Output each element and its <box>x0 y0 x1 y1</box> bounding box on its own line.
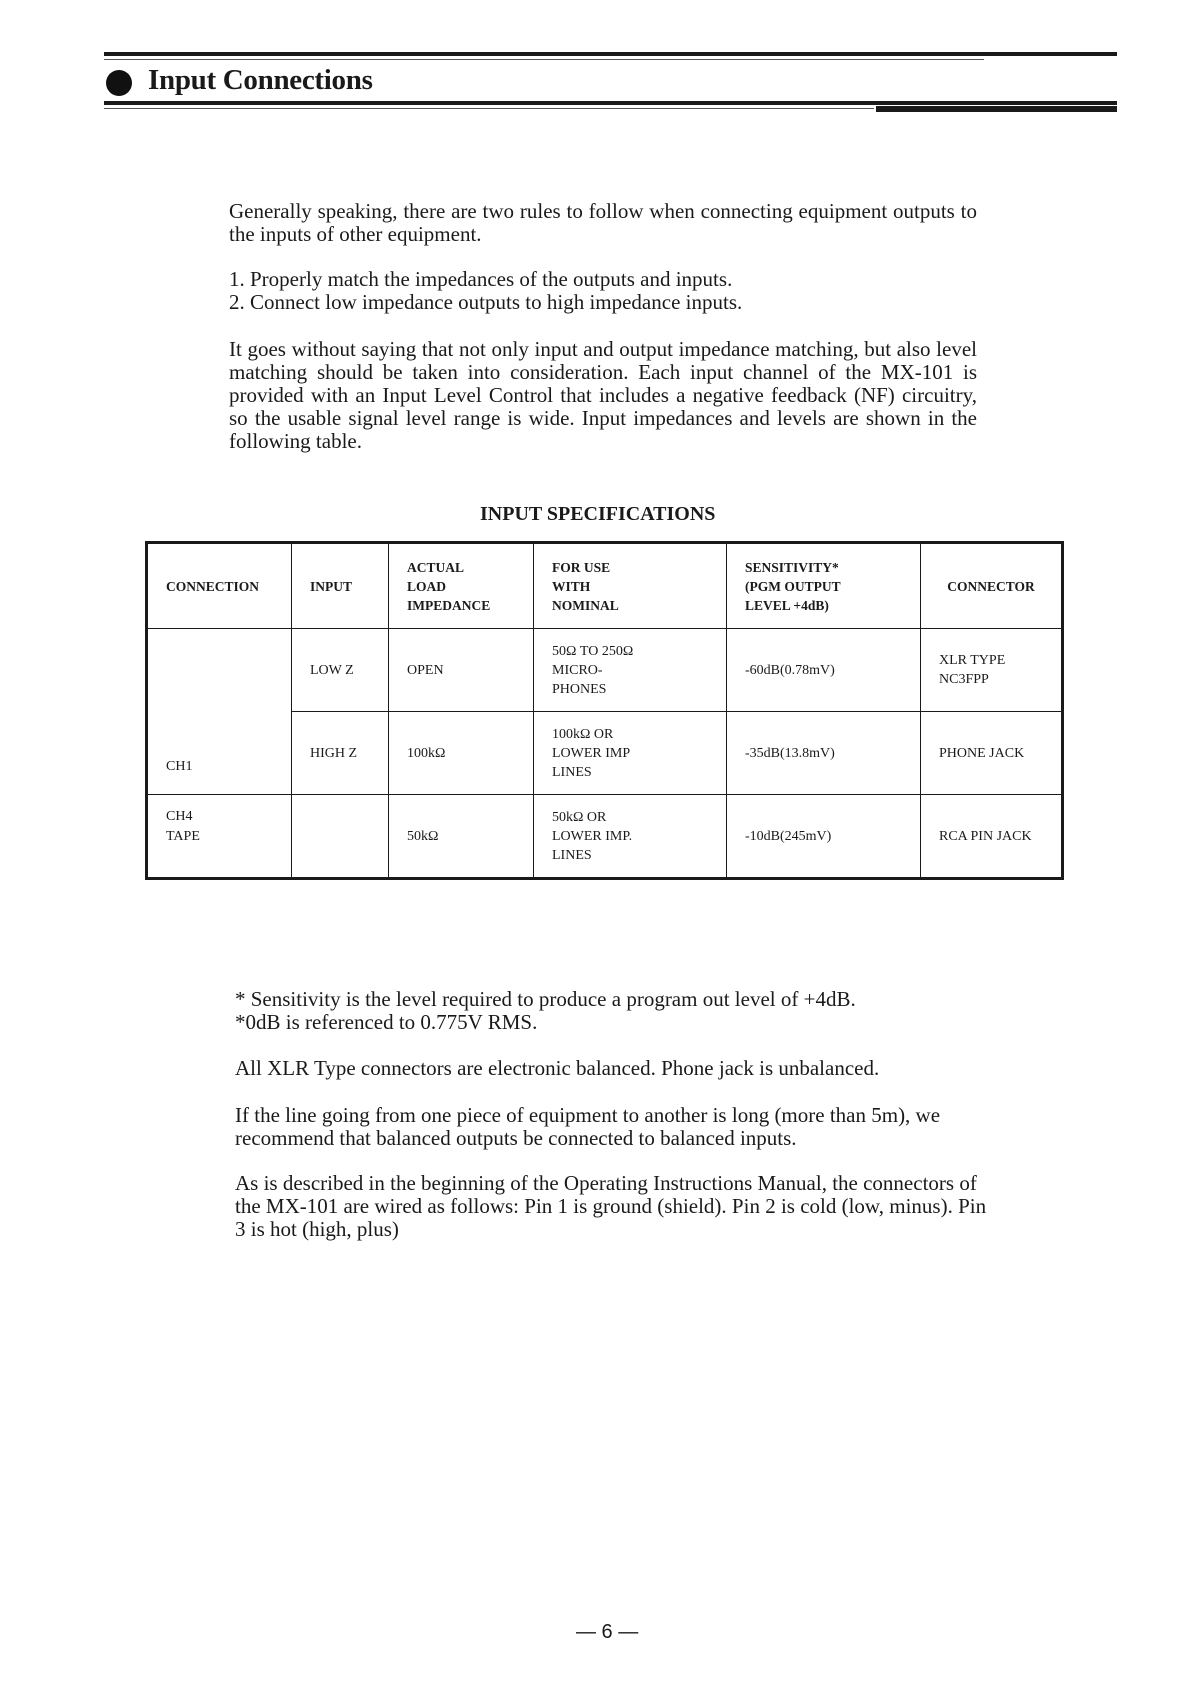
header-impedance: ACTUAL LOAD IMPEDANCE <box>389 543 534 629</box>
cell-connector: XLR TYPE NC3FPP <box>921 629 1063 712</box>
cell-sensitivity: -10dB(245mV) <box>727 795 921 879</box>
rule-item: 2. Connect low impedance outputs to high impedance inputs. <box>229 290 743 314</box>
reference-note: *0dB is referenced to 0.775V RMS. <box>235 1010 538 1034</box>
cell-connection: TAPE <box>147 795 292 879</box>
header-rule-bottom <box>104 101 1117 105</box>
cell-sensitivity: -35dB(13.8mV) <box>727 712 921 795</box>
channel-label-top: CH1 <box>166 759 193 774</box>
cell-connector: RCA PIN JACK <box>921 795 1063 879</box>
header-input: INPUT <box>292 543 389 629</box>
cell-impedance: 50kΩ <box>389 795 534 879</box>
cell-impedance: OPEN <box>389 629 534 712</box>
rule-item: 1. Properly match the impedances of the outputs and inputs. <box>229 267 733 291</box>
cell-input: LOW Z <box>292 629 389 712</box>
table-row <box>147 795 1063 879</box>
page-title: Input Connections <box>148 64 373 96</box>
wiring-note: As is described in the beginning of the Operating Instructions Manual, the connectors of the MX-101 are wired as follows: Pin 1 is ground (shield). Pin 2 is cold (low, minus). Pin 3 is hot (high, plus) <box>235 1171 987 1241</box>
table-title: INPUT SPECIFICATIONS <box>480 503 716 525</box>
intro-paragraph: Generally speaking, there are two rules to follow when connecting equipment outputs to the inputs of other equipment. <box>229 199 977 246</box>
cell-nominal: 100kΩ OR LOWER IMP LINES <box>534 712 727 795</box>
table-row <box>147 629 1063 712</box>
header-sensitivity: SENSITIVITY* (PGM OUTPUT LEVEL +4dB) <box>727 543 921 629</box>
cell-sensitivity: -60dB(0.78mV) <box>727 629 921 712</box>
header-rule-top-thin <box>104 59 984 60</box>
rules-list <box>229 268 977 314</box>
cell-nominal: 50kΩ OR LOWER IMP. LINES <box>534 795 727 879</box>
cell-connector: PHONE JACK <box>921 712 1063 795</box>
header-connector: CONNECTOR <box>921 543 1063 629</box>
section-bullet-icon <box>106 70 132 96</box>
header-rule-bottom-thin <box>104 108 874 109</box>
header-nominal: FOR USE WITH NOMINAL <box>534 543 727 629</box>
cell-nominal: 50Ω TO 250Ω MICRO- PHONES <box>534 629 727 712</box>
cell-input: HIGH Z <box>292 712 389 795</box>
cell-impedance: 100kΩ <box>389 712 534 795</box>
page-number: — 6 — <box>576 1621 639 1643</box>
header-rule-top <box>104 52 1117 56</box>
balance-note: All XLR Type connectors are electronic balanced. Phone jack is unbalanced. <box>235 1056 880 1080</box>
cell-input <box>292 795 389 879</box>
input-specifications-table <box>145 541 1064 880</box>
table-header-row <box>147 543 1063 629</box>
channel-label-bottom: CH4 <box>166 809 193 824</box>
long-line-note: If the line going from one piece of equipment to another is long (more than 5m), we recommend that balanced outputs be connected to balanced inputs. <box>235 1103 941 1150</box>
body-paragraph: It goes without saying that not only input and output impedance matching, but also level matching should be taken into consideration. Each input channel of the MX-101 is provided with an Input Level Control that includes a negative feedback (NF) circuitry, so the usable signal level range is wide. Input impedances and levels are shown in the following table. <box>229 337 977 453</box>
header-rule-bottom-block <box>876 106 1117 112</box>
channel-cell <box>147 629 292 824</box>
sensitivity-note: * Sensitivity is the level required to produce a program out level of +4dB. <box>235 987 856 1011</box>
header-connection: CONNECTION <box>147 543 292 629</box>
notes-block-sensitivity <box>235 988 995 1034</box>
